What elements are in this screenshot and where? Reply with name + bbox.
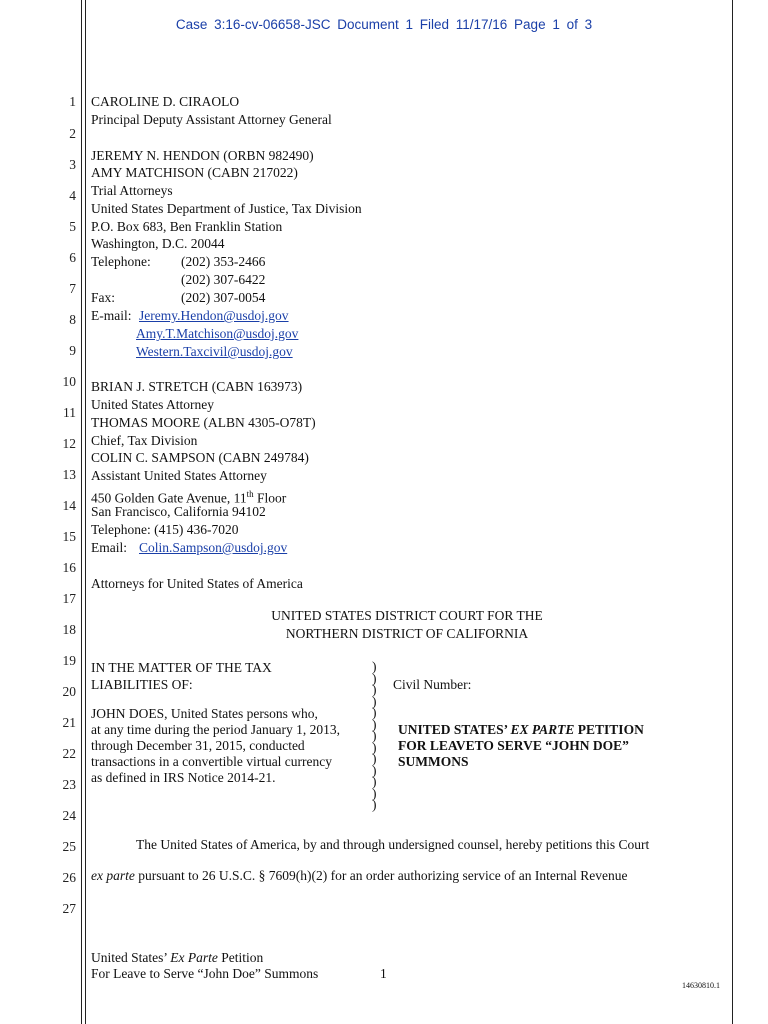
line-number: 6: [69, 250, 76, 265]
petition-title-italic: EX PARTE: [510, 722, 575, 737]
attorney-name: THOMAS MOORE (ALBN 4305-O78T): [91, 415, 316, 430]
fax-number: (202) 307-0054: [181, 290, 266, 305]
attorney-title: Chief, Tax Division: [91, 433, 198, 448]
address-line: Washington, D.C. 20044: [91, 236, 225, 251]
document-id: 14630810.1: [682, 981, 720, 990]
fax-label: Fax:: [91, 290, 116, 305]
line-number: 19: [62, 653, 76, 668]
attorney-title: Principal Deputy Assistant Attorney General: [91, 112, 332, 127]
footer-line2: For Leave to Serve “John Doe” Summons: [91, 966, 319, 981]
attorney-name: AMY MATCHISON (CABN 217022): [91, 165, 298, 180]
footer-post: Petition: [217, 950, 264, 965]
body-paragraph-line2: [91, 867, 627, 885]
attorney-title: United States Attorney: [91, 397, 214, 412]
line-number: 1: [69, 94, 76, 109]
caption-line: at any time during the period January 1, 2013,: [91, 722, 340, 737]
line-number: 2: [69, 126, 76, 141]
attorney-name: CAROLINE D. CIRAOLO: [91, 94, 240, 109]
body-text: pursuant to 26 U.S.C. § 7609(h)(2) for an order authorizing service of an Internal Revenue: [134, 868, 628, 883]
line-number: 15: [62, 529, 76, 544]
line-number: 9: [69, 343, 76, 358]
right-margin-rule: [732, 0, 733, 1024]
caption-line: JOHN DOES, United States persons who,: [91, 706, 318, 721]
footer-pre: United States’: [91, 950, 171, 965]
petition-title-line3: SUMMONS: [398, 754, 469, 769]
line-number: 25: [62, 839, 76, 854]
telephone-label: Telephone:: [91, 254, 151, 269]
left-margin-rule-1: [81, 0, 82, 1024]
line-number: 24: [62, 808, 76, 823]
line-number: 22: [62, 746, 76, 761]
caption-line: as defined in IRS Notice 2014-21.: [91, 770, 276, 785]
caption-line: transactions in a convertible virtual currency: [91, 754, 333, 769]
address-line: San Francisco, California 94102: [91, 504, 266, 519]
petition-title-line2: FOR LEAVETO SERVE “JOHN DOE”: [398, 738, 629, 753]
body-italic-ex-parte: ex parte: [91, 868, 135, 883]
ecf-header: Case 3:16-cv-06658-JSC Document 1 Filed 11/17/16 Page 1 of 3: [175, 17, 593, 32]
line-number: 18: [62, 622, 76, 637]
line-number: 7: [69, 281, 76, 296]
court-name-line2: NORTHERN DISTRICT OF CALIFORNIA: [285, 626, 529, 641]
address-floor: Floor: [253, 490, 287, 506]
line-number: 5: [69, 219, 76, 234]
line-number: 14: [62, 498, 76, 513]
attorney-name: COLIN C. SAMPSON (CABN 249784): [91, 450, 309, 465]
attorney-name: BRIAN J. STRETCH (CABN 163973): [91, 379, 303, 394]
line-number: 20: [62, 684, 76, 699]
line-number: 11: [63, 405, 76, 420]
footer-page-number: 1: [380, 966, 387, 981]
attorney-org: United States Department of Justice, Tax Division: [91, 201, 362, 216]
caption-line: through December 31, 2015, conducted: [91, 738, 305, 753]
caption-parentheses: ) ) ) ) ) ) ) ) ) ) ) ) ): [372, 659, 377, 812]
caption-line: LIABILITIES OF:: [91, 677, 193, 692]
attorney-title: Assistant United States Attorney: [91, 468, 267, 483]
petition-title-pre: UNITED STATES’: [398, 722, 511, 737]
line-number: 12: [62, 436, 76, 451]
civil-number-label: Civil Number:: [393, 677, 472, 692]
line-number: 23: [62, 777, 76, 792]
email-link-sampson[interactable]: Colin.Sampson@usdoj.gov: [139, 540, 288, 555]
petition-title-post: PETITION: [574, 722, 644, 737]
line-number: 26: [62, 870, 76, 885]
attorney-role: Trial Attorneys: [91, 183, 173, 198]
line-number: 4: [69, 188, 76, 203]
email-link-hendon[interactable]: Jeremy.Hendon@usdoj.gov: [139, 308, 289, 323]
left-margin-rule-2: [85, 0, 86, 1024]
line-number: 8: [69, 312, 76, 327]
address-line: P.O. Box 683, Ben Franklin Station: [91, 219, 283, 234]
court-name-line1: UNITED STATES DISTRICT COURT FOR THE: [271, 608, 543, 623]
telephone-number: (202) 353-2466: [181, 254, 266, 269]
caption-line: IN THE MATTER OF THE TAX: [91, 660, 272, 675]
body-paragraph-line1: The United States of America, by and through undersigned counsel, hereby petitions this Court: [136, 837, 650, 852]
address-street: 450 Golden Gate Avenue, 11: [91, 490, 247, 506]
attorneys-for: Attorneys for United States of America: [91, 576, 303, 591]
email-link-western-taxcivil[interactable]: Western.Taxcivil@usdoj.gov: [136, 344, 293, 359]
line-number: 27: [62, 901, 76, 916]
line-number: 16: [62, 560, 76, 575]
line-number: 17: [62, 591, 76, 606]
email-label: Email:: [91, 540, 127, 555]
email-label: E-mail:: [91, 308, 132, 323]
line-number: 10: [62, 374, 76, 389]
line-number: 21: [62, 715, 76, 730]
attorney-name: JEREMY N. HENDON (ORBN 982490): [91, 148, 314, 163]
telephone-number: (202) 307-6422: [181, 272, 266, 287]
line-number: 13: [62, 467, 76, 482]
footer-line1: [91, 950, 263, 966]
petition-title-line1: [398, 722, 644, 738]
line-number: 3: [69, 157, 76, 172]
telephone-line: Telephone: (415) 436-7020: [91, 522, 239, 537]
footer-italic: Ex Parte: [170, 950, 218, 965]
address-superscript: th: [246, 489, 254, 499]
email-link-matchison[interactable]: Amy.T.Matchison@usdoj.gov: [136, 326, 299, 341]
